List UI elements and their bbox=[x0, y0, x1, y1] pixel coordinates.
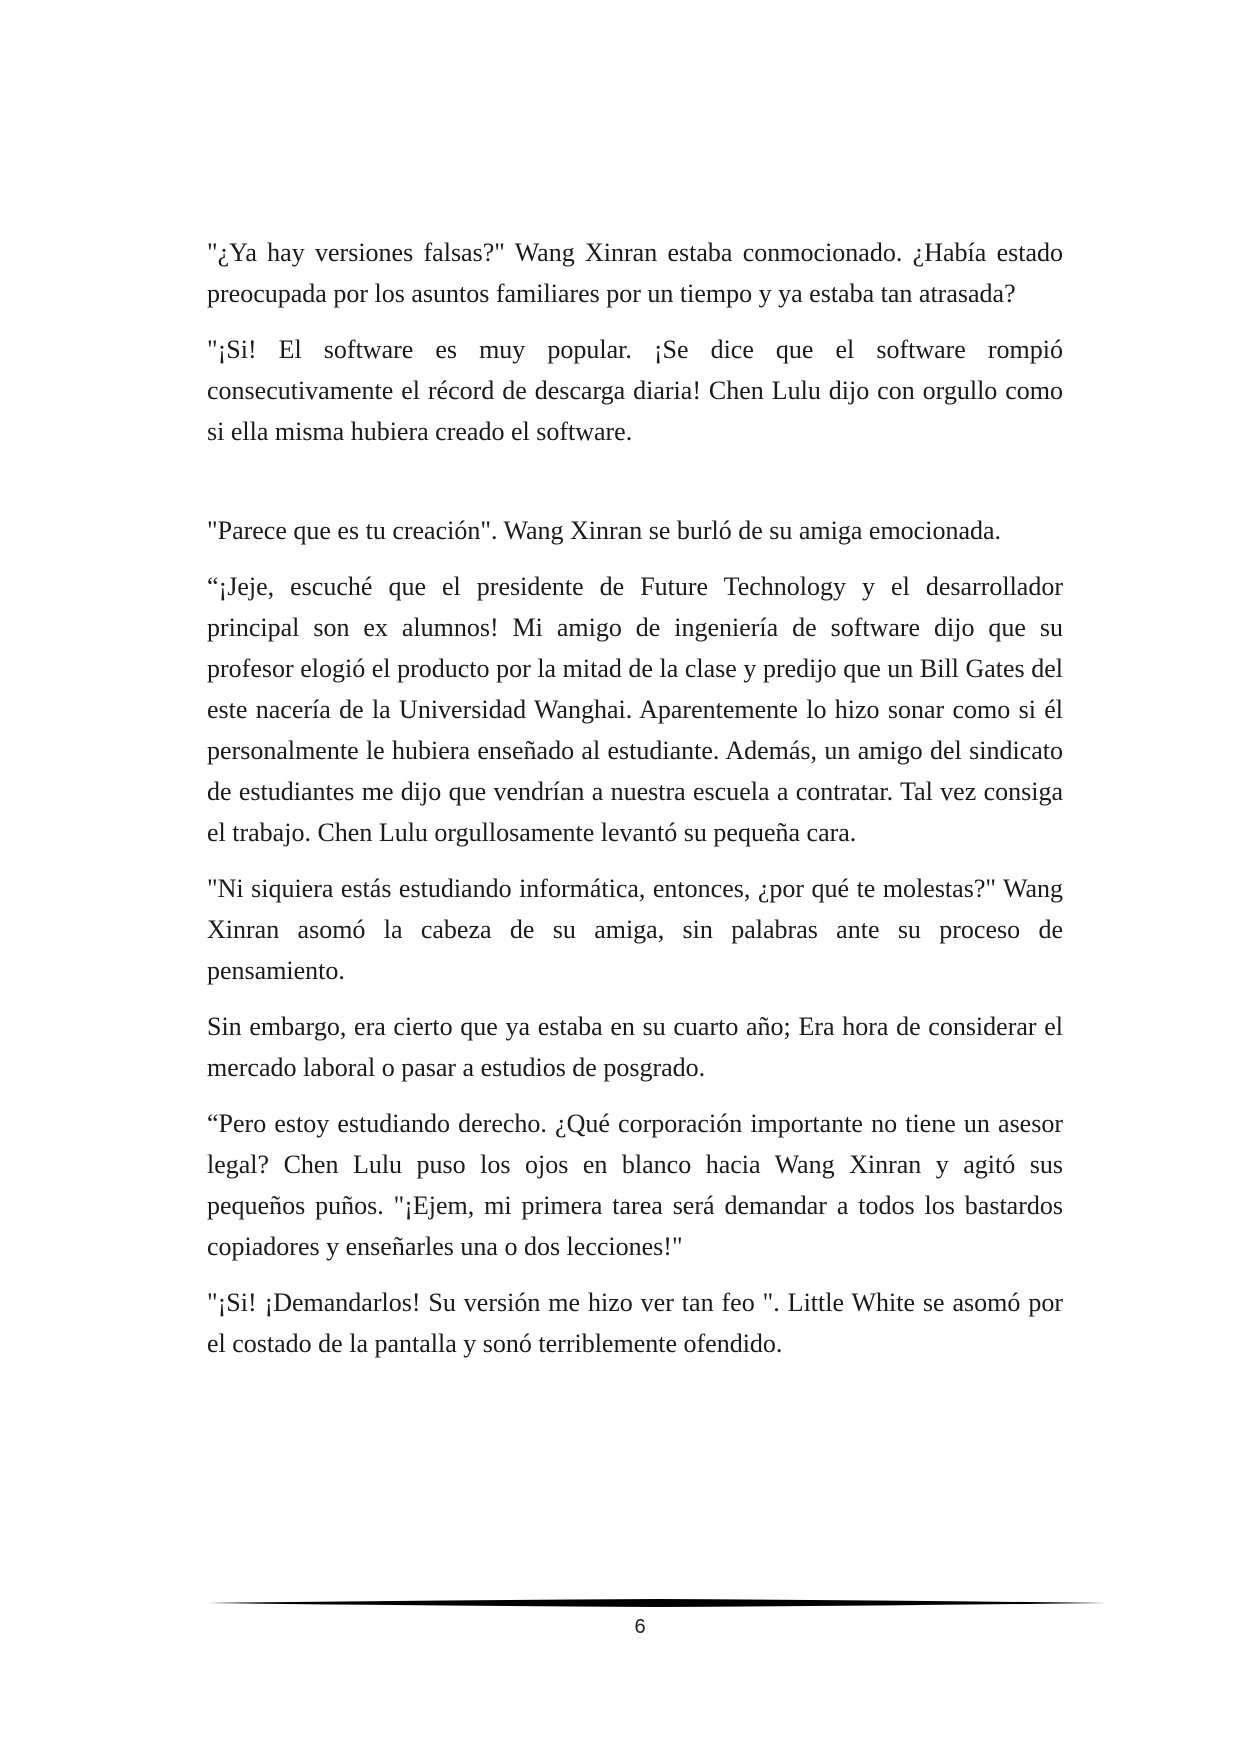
body-text bbox=[207, 232, 1063, 1379]
paragraph: "Parece que es tu creación". Wang Xinran se burló de su amiga emocionada. bbox=[207, 516, 1002, 545]
paragraph: "¿Ya hay versiones falsas?" Wang Xinran estaba conmocionado. ¿Había estado preocupada por los asuntos familiares por un tiempo y ya estaba tan atrasada? bbox=[207, 238, 1063, 308]
page-number: 6 bbox=[634, 1616, 646, 1638]
paragraph: "Ni siquiera estás estudiando informática, entonces, ¿por qué te molestas?" Wang Xinran asomó la cabeza de su amiga, sin palabras ante su proceso de pensamiento. bbox=[207, 874, 1063, 985]
paragraph: Sin embargo, era cierto que ya estaba en su cuarto año; Era hora de considerar el mercado laboral o pasar a estudios de posgrado. bbox=[207, 1012, 1063, 1082]
paragraph: "¡Si! El software es muy popular. ¡Se dice que el software rompió consecutivamente el récord de descarga diaria! Chen Lulu dijo con orgullo como si ella misma hubiera creado el software. bbox=[207, 335, 1063, 446]
paragraph: "¡Si! ¡Demandarlos! Su versión me hizo ver tan feo ". Little White se asomó por el costado de la pantalla y sonó terriblemente ofendido. bbox=[207, 1288, 1063, 1358]
footer-rule bbox=[207, 1596, 1107, 1610]
paragraph: “¡Jeje, escuché que el presidente de Future Technology y el desarrollador principal son ex alumnos! Mi amigo de ingeniería de software dijo que su profesor elogió el producto por la mitad de la clase y predijo que un Bill Gates del este nacería de la Universidad Wanghai. Aparentemente lo hizo sonar como si él personalmente le hubiera enseñado al estudiante. Además, un amigo del sindicato de estudiantes me dijo que vendrían a nuestra escuela a contratar. Tal vez consiga el trabajo. Chen Lulu orgullosamente levantó su pequeña cara. bbox=[207, 572, 1063, 847]
paragraph: “Pero estoy estudiando derecho. ¿Qué corporación importante no tiene un asesor legal? Chen Lulu puso los ojos en blanco hacia Wang Xinran y agitó sus pequeños puños. "¡Ejem, mi primera tarea será demandar a todos los bastardos copiadores y enseñarles una o dos lecciones!" bbox=[207, 1109, 1063, 1261]
